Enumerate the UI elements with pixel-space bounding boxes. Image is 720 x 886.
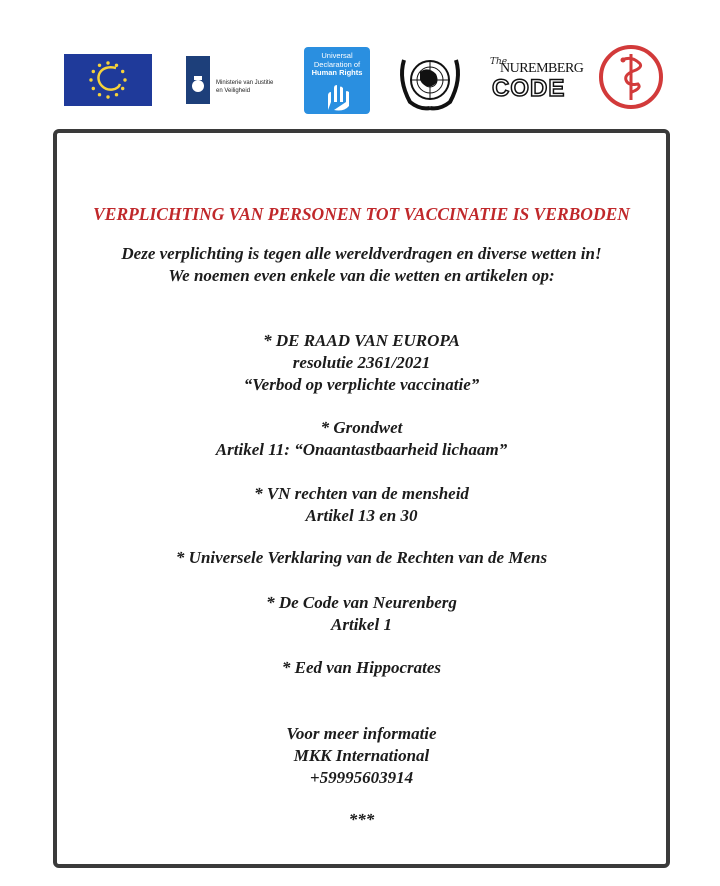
intro-line1: Deze verplichting is tegen alle wereldverdragen en diverse wetten in! [121,244,602,263]
eu-star-icon [106,61,109,64]
nuremberg-top-text: NUREMBERG [500,61,584,76]
nuremberg-code-logo [486,55,584,107]
item-vn-rechten [57,483,666,527]
item-grondwet [57,417,666,461]
united-nations-emblem [394,50,466,114]
udhr-line3: Human Rights [311,68,363,77]
udhr-line2: Declaration of [313,59,361,69]
item-detail: resolutie 2361/2021 [292,353,431,372]
item-universele-verklaring [57,547,666,569]
closing-text: *** [348,810,375,829]
contact-line1: Voor meer informatie [286,724,437,743]
item-title: * Universele Verklaring van de Rechten van de Mens [175,548,548,567]
eu-star-icon [121,70,124,73]
logo-strip [0,0,720,125]
eu-star-icon [89,78,92,81]
item-detail: Artikel 1 [331,615,392,634]
ministry-emblem-icon [186,56,210,104]
item-raad-van-europa [57,330,666,396]
contact-info [57,723,666,789]
item-detail: Artikel 11: “Onaantastbaarheid lichaam” [215,440,508,459]
item-title: * Eed van Hippocrates [281,658,442,677]
document-frame [53,129,670,868]
medical-staff-of-asclepius-icon [598,44,664,110]
item-code-neurenberg [57,592,666,636]
headline-text: VERPLICHTING VAN PERSONEN TOT VACCINATIE IS VERBODEN [93,204,630,224]
udhr-logo [304,47,370,114]
headline [57,203,666,225]
ministry-text-line1: Ministerie van Justitie [216,80,274,86]
item-title: * Grondwet [320,418,403,437]
nuremberg-bottom-text: CODE [492,75,566,102]
item-title: * De Code van Neurenberg [266,593,457,612]
human-rights-hand-icon [304,82,370,112]
eu-star-icon [92,70,95,73]
intro-line2: We noemen even enkele van die wetten en artikelen op: [168,266,555,285]
ministry-justice-logo [186,56,286,104]
eu-star-icon [92,87,95,90]
contact-name: MKK International [293,746,430,765]
contact-phone: +59995603914 [309,768,414,787]
eu-star-icon [98,93,101,96]
council-of-europe-logo [64,54,152,106]
item-eed-hippocrates [57,657,666,679]
udhr-line1: Universal [321,51,353,60]
intro [57,243,666,287]
item-detail: Artikel 13 en 30 [305,506,418,525]
item-title: * DE RAAD VAN EUROPA [263,331,460,350]
eu-star-icon [121,87,124,90]
closing-mark [57,809,666,831]
ministry-text-line2: en Veiligheid [216,88,251,94]
item-title: * VN rechten van de mensheid [254,484,469,503]
eu-star-icon [115,93,118,96]
eu-star-icon [115,64,118,67]
eu-star-icon [98,64,101,67]
eu-star-icon [106,95,109,98]
eu-star-icon [123,78,126,81]
nuremberg-small-text: The [490,57,508,67]
item-detail: “Verbod op verplichte vaccinatie” [243,375,480,394]
